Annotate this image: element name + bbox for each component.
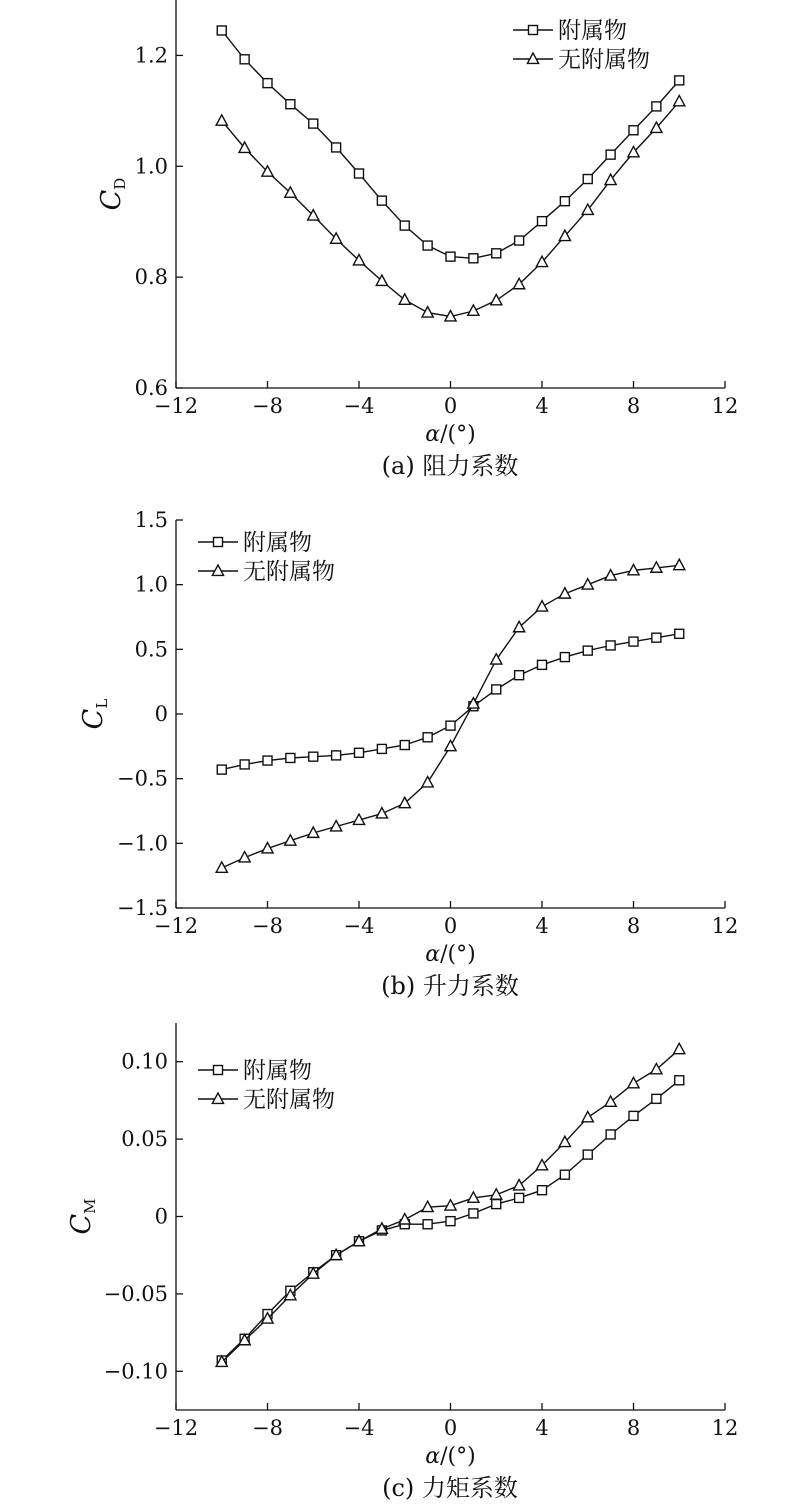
data-point-square — [469, 1209, 478, 1218]
x-tick-label: −4 — [343, 914, 375, 938]
data-point-square — [583, 1150, 592, 1159]
legend-label: 无附属物 — [243, 1087, 335, 1113]
data-point-square — [629, 637, 638, 646]
data-point-triangle — [399, 294, 410, 304]
data-point-square — [560, 1170, 569, 1179]
chart-caption: (c) 力矩系数 — [382, 1474, 518, 1502]
x-tick-label: 12 — [711, 394, 739, 418]
y-axis-label-symbol: C — [78, 708, 109, 730]
x-tick-label: 0 — [443, 1416, 458, 1440]
y-axis-label-subscript: L — [93, 698, 111, 709]
series-line-triangle — [222, 101, 680, 316]
data-point-triangle — [422, 777, 433, 787]
chart-panel-moment-coefficient — [66, 1023, 738, 1502]
data-point-square — [583, 646, 592, 655]
data-point-square — [400, 741, 409, 750]
legend-label: 附属物 — [243, 1058, 312, 1084]
legend-marker-square — [529, 26, 538, 35]
data-point-square — [240, 760, 249, 769]
x-axis-label-unit: /(°) — [440, 422, 476, 447]
data-point-square — [309, 119, 318, 128]
y-tick-label: 0 — [154, 702, 168, 726]
y-axis-label — [96, 178, 129, 211]
y-tick-label: 0.10 — [121, 1049, 168, 1074]
chart-caption: (a) 阻力系数 — [381, 452, 519, 480]
chart-panel-drag-coefficient — [96, 0, 738, 480]
x-tick-label: 8 — [626, 394, 641, 418]
data-point-square — [423, 733, 432, 742]
chart-caption: (b) 升力系数 — [381, 972, 519, 1000]
y-tick-label: 0.5 — [134, 637, 168, 662]
data-point-triangle — [605, 1096, 616, 1106]
legend-label: 附属物 — [558, 18, 627, 44]
x-tick-label: −4 — [343, 394, 375, 418]
data-point-square — [652, 1094, 661, 1103]
data-point-square — [263, 79, 272, 88]
data-point-square — [492, 1200, 501, 1209]
data-point-square — [675, 1076, 684, 1085]
data-point-square — [217, 765, 226, 774]
data-point-square — [377, 744, 386, 753]
legend-marker-triangle — [212, 1093, 223, 1103]
y-tick-label: 1.0 — [134, 154, 168, 179]
data-point-triangle — [399, 1214, 410, 1224]
data-point-square — [492, 685, 501, 694]
y-tick-label: −1.5 — [117, 896, 168, 920]
data-point-square — [675, 629, 684, 638]
y-tick-label: −1.0 — [117, 831, 168, 856]
data-point-triangle — [491, 294, 502, 304]
data-point-square — [492, 249, 501, 258]
x-tick-label: 4 — [535, 394, 549, 418]
data-point-square — [515, 671, 524, 680]
data-point-triangle — [445, 740, 456, 750]
data-point-square — [286, 753, 295, 762]
x-tick-label: −12 — [153, 914, 199, 938]
data-point-square — [355, 169, 364, 178]
data-point-triangle — [422, 307, 433, 317]
y-axis-label — [78, 699, 111, 730]
y-tick-label: 1.0 — [134, 572, 168, 597]
data-point-square — [538, 1186, 547, 1195]
data-point-triangle — [514, 1180, 525, 1190]
data-point-triangle — [491, 1189, 502, 1199]
x-tick-label: 12 — [711, 914, 739, 938]
data-point-square — [515, 1193, 524, 1202]
legend-marker-square — [214, 538, 223, 547]
x-tick-label: −12 — [153, 1416, 199, 1440]
data-point-square — [675, 76, 684, 85]
data-point-square — [629, 126, 638, 135]
data-point-square — [469, 254, 478, 263]
data-point-square — [446, 252, 455, 261]
data-point-square — [286, 100, 295, 109]
data-point-square — [309, 752, 318, 761]
data-point-square — [332, 143, 341, 152]
x-tick-label: −8 — [252, 1416, 283, 1440]
data-point-square — [423, 241, 432, 250]
data-point-square — [515, 236, 524, 245]
x-axis-label-symbol: α — [425, 1444, 441, 1469]
x-tick-label: 8 — [626, 1416, 641, 1440]
y-tick-label: 0 — [154, 1204, 168, 1229]
data-point-triangle — [628, 1077, 639, 1087]
x-axis-label — [425, 1444, 475, 1469]
data-point-square — [538, 660, 547, 669]
data-point-triangle — [582, 1111, 593, 1121]
x-tick-label: −12 — [153, 394, 199, 418]
data-point-triangle — [651, 1063, 662, 1073]
x-tick-label: 8 — [626, 914, 641, 938]
x-tick-label: −8 — [252, 394, 283, 418]
data-point-square — [446, 721, 455, 730]
y-tick-label: −0.5 — [117, 766, 168, 791]
y-axis-label — [66, 1198, 99, 1234]
data-point-triangle — [216, 862, 227, 872]
y-axis-label-symbol: C — [96, 189, 127, 211]
legend-label: 附属物 — [243, 530, 312, 556]
x-tick-label: 0 — [443, 394, 458, 418]
legend-marker-triangle — [527, 53, 538, 63]
chart-panel-lift-coefficient — [78, 508, 738, 1000]
series-line-triangle — [222, 565, 680, 868]
data-point-square — [560, 197, 569, 206]
x-axis-label-symbol: α — [425, 942, 441, 967]
data-point-triangle — [674, 1043, 685, 1053]
data-point-square — [583, 175, 592, 184]
x-tick-label: −4 — [343, 1416, 375, 1440]
x-tick-label: 4 — [535, 914, 549, 938]
data-point-square — [240, 55, 249, 64]
data-point-square — [629, 1111, 638, 1120]
data-point-square — [332, 751, 341, 760]
y-tick-label: 1.2 — [134, 43, 168, 68]
y-tick-label: −0.10 — [103, 1359, 168, 1384]
legend-marker-triangle — [212, 565, 223, 575]
x-axis-label — [425, 422, 475, 447]
data-point-square — [606, 150, 615, 159]
data-point-square — [560, 653, 569, 662]
data-point-triangle — [376, 808, 387, 818]
y-tick-label: −0.05 — [103, 1281, 168, 1306]
y-axis-label-subscript: D — [111, 177, 129, 190]
y-axis-label-subscript: M — [81, 1198, 99, 1214]
legend-marker-square — [214, 1066, 223, 1075]
x-tick-label: 0 — [443, 914, 458, 938]
y-axis-label-symbol: C — [66, 1213, 97, 1235]
data-point-triangle — [468, 305, 479, 315]
x-axis-label-unit: /(°) — [440, 942, 476, 967]
data-point-square — [355, 748, 364, 757]
y-tick-label: 0.05 — [121, 1127, 168, 1152]
data-point-square — [400, 221, 409, 230]
data-point-square — [606, 641, 615, 650]
data-point-square — [538, 217, 547, 226]
y-tick-label: 1.5 — [134, 508, 168, 532]
data-point-square — [652, 633, 661, 642]
x-tick-label: −8 — [252, 914, 283, 938]
y-tick-label: 0.8 — [134, 265, 168, 290]
x-axis-label — [425, 942, 475, 967]
x-axis-label-symbol: α — [425, 422, 441, 447]
data-point-square — [652, 102, 661, 111]
data-point-triangle — [536, 601, 547, 611]
data-point-square — [446, 1217, 455, 1226]
data-point-square — [606, 1130, 615, 1139]
data-point-triangle — [674, 95, 685, 105]
legend-label: 无附属物 — [558, 47, 650, 73]
data-point-triangle — [216, 115, 227, 125]
data-point-square — [263, 756, 272, 765]
data-point-square — [217, 26, 226, 35]
data-point-triangle — [674, 559, 685, 569]
data-point-square — [423, 1220, 432, 1229]
x-axis-label-unit: /(°) — [440, 1444, 476, 1469]
legend-label: 无附属物 — [243, 559, 335, 585]
x-tick-label: 4 — [535, 1416, 549, 1440]
data-point-square — [377, 196, 386, 205]
x-tick-label: 12 — [711, 1416, 739, 1440]
y-tick-label: 0.6 — [134, 376, 168, 400]
